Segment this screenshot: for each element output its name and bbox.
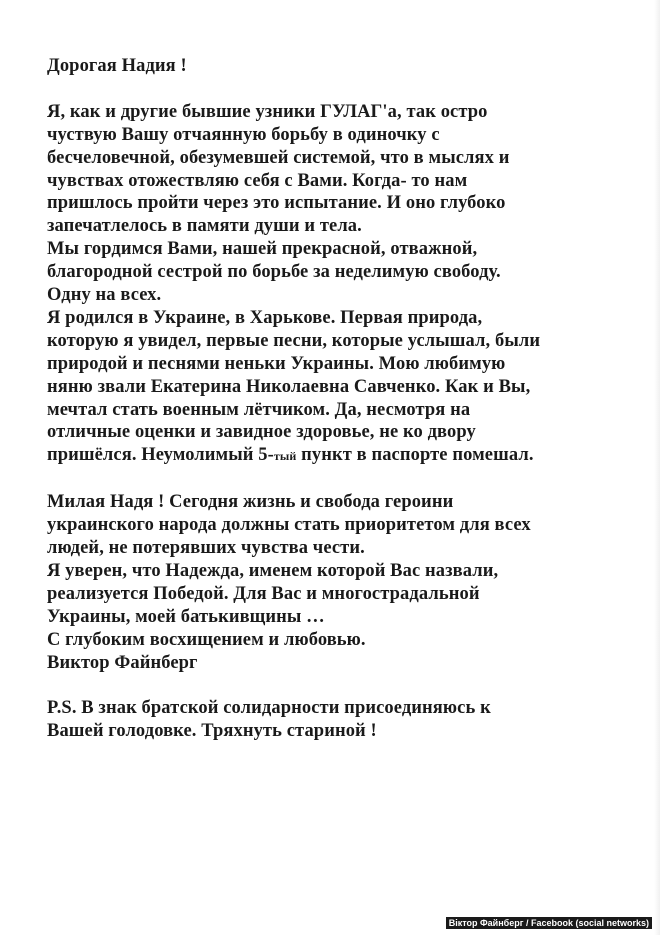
letter-line: P.S. В знак братской солидарности присоединяюсь к <box>47 698 491 719</box>
page-edge-shadow <box>654 0 660 935</box>
paragraph-gap <box>47 78 647 101</box>
letter-line: Я, как и другие бывшие узники ГУЛАГ'а, так остро <box>47 101 488 122</box>
letter-line: няню звали Екатерина Николаевна Савченко. Как и Вы, <box>47 376 531 397</box>
letter-paragraph-2 <box>47 491 647 674</box>
letter-text: пункт в паспорте помешал. <box>296 445 534 466</box>
letter-line: мечтал стать военным лётчиком. Да, несмотря на <box>47 399 471 420</box>
letter-postscript <box>47 697 647 743</box>
ordinal-suffix: тый <box>273 449 297 464</box>
letter-line: Мы гордимся Вами, нашей прекрасной, отважной, <box>47 239 478 260</box>
letter-line: Я уверен, что Надежда, именем которой Вас назвали, <box>47 560 499 581</box>
paragraph-gap <box>47 674 647 697</box>
letter-line: бесчеловечной, обезумевшей системой, что в мыслях и <box>47 147 510 168</box>
letter-line: которую я увидел, первые песни, которые услышал, были <box>47 330 541 351</box>
letter-paragraph-1 <box>47 101 647 469</box>
letter-greeting: Дорогая Надия ! <box>47 56 187 76</box>
letter-line: Милая Надя ! Сегодня жизнь и свобода героини <box>47 492 454 513</box>
letter-line: запечатлелось в памяти души и тела. <box>47 216 362 237</box>
letter-line: реализуется Победой. Для Вас и многострадальной <box>47 583 480 604</box>
letter-line: природой и песнями неньки Украины. Мою любимую <box>47 353 506 374</box>
letter-line: людей, не потерявших чувства чести. <box>47 538 365 558</box>
letter-line-last <box>47 444 647 468</box>
letter-line: отличные оценки и завидное здоровье, не ко двору <box>47 422 476 443</box>
letter-signature: Виктор Файнберг <box>47 652 198 673</box>
letter-body <box>47 55 647 743</box>
letter-line: Вашей голодовке. Тряхнуть стариной ! <box>47 721 377 742</box>
letter-text: пришёлся. Неумолимый 5- <box>47 445 274 466</box>
letter-line: чувствах отожествляю себя с Вами. Когда- то нам <box>47 170 468 191</box>
letter-line: пришлось пройти через это испытание. И оно глубоко <box>47 193 506 214</box>
paragraph-gap <box>47 468 647 491</box>
letter-line: чуствую Вашу отчаянную борьбу в одиночку с <box>47 124 440 145</box>
letter-line: украинского народа должны стать приоритетом для всех <box>47 515 531 536</box>
letter-line: Одну на всех. <box>47 285 162 306</box>
letter-line: Украины, моей батькивщины … <box>47 606 325 627</box>
photo-credit: Віктор Файнберг / Facebook (social networks) <box>446 917 652 929</box>
letter-line: Я родился в Украине, в Харькове. Первая природа, <box>47 307 483 328</box>
letter-line: благородной сестрой по борьбе за неделимую свободу. <box>47 262 501 283</box>
letter-line: С глубоким восхищением и любовью. <box>47 629 366 650</box>
